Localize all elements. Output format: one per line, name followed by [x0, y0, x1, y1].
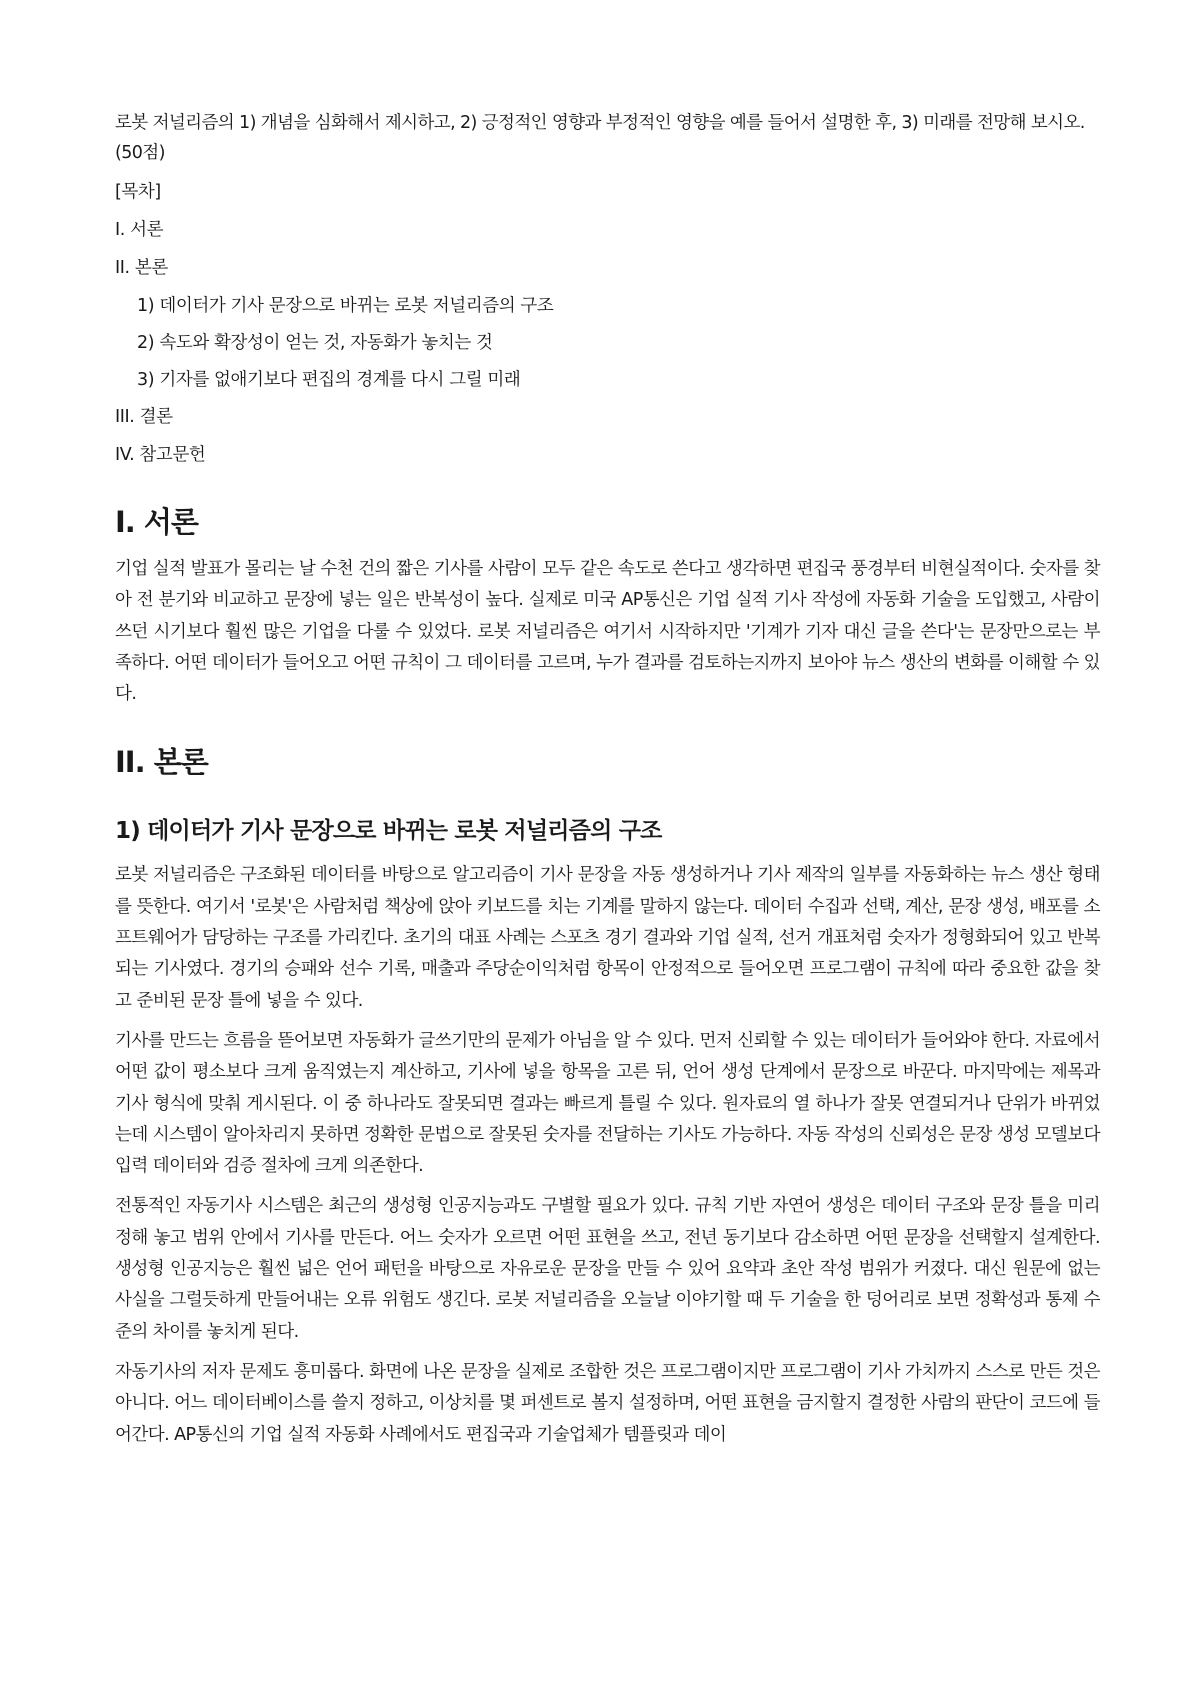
section-1-paragraph-1: 로봇 저널리즘은 구조화된 데이터를 바탕으로 알고리즘이 기사 문장을 자동 생성하거나 기사 제작의 일부를 자동화하는 뉴스 생산 형태를 뜻한다. 여기서 '로봇'은 사람처럼 책상에 앉아 키보드를 치는 기계를 말하지 않는다. 데이터 수집과 선택, 계산, 문장 생성, 배포를 소프트웨어가 담당하는 구조를 가리킨다. 초기의 대표 사례는 스포츠 경기 결과와 기업 실적, 선거 개표처럼 숫자가 정형화되어 있고 반복되는 기사였다. 경기의 승패와 선수 기록, 매출과 주당순이익처럼 항목이 안정적으로 들어오면 프로그램이 규칙에 따라 중요한 값을 찾고 준비된 문장 틀에 넣을 수 있다. [115, 865, 1100, 1011]
section-1-paragraph-3: 전통적인 자동기사 시스템은 최근의 생성형 인공지능과도 구별할 필요가 있다. 규칙 기반 자연어 생성은 데이터 구조와 문장 틀을 미리 정해 놓고 범위 안에서 기사를 만든다. 어느 숫자가 오르면 어떤 표현을 쓰고, 전년 동기보다 감소하면 어떤 문장을 선택할지 설계한다. 생성형 인공지능은 훨씬 넓은 언어 패턴을 바탕으로 자유로운 문장을 만들 수 있어 요약과 초안 작성 범위가 커졌다. 대신 원문에 없는 사실을 그럴듯하게 만들어내는 오류 위험도 생긴다. 로봇 저널리즘을 오늘날 이야기할 때 두 기술을 한 덩어리로 보면 정확성과 통제 수준의 차이를 놓치게 된다. [115, 1196, 1100, 1342]
section-1-paragraph-4: 자동기사의 저자 문제도 흥미롭다. 화면에 나온 문장을 실제로 조합한 것은 프로그램이지만 프로그램이 기사 가치까지 스스로 만든 것은 아니다. 어느 데이터베이스를 쓸지 정하고, 이상치를 몇 퍼센트로 볼지 설정하며, 어떤 표현을 금지할지 결정한 사람의 판단이 코드에 들어간다. AP통신의 기업 실적 자동화 사례에서도 편집국과 기술업체가 템플릿과 데이 [115, 1361, 1100, 1445]
section-1-paragraph-2: 기사를 만드는 흐름을 뜯어보면 자동화가 글쓰기만의 문제가 아님을 알 수 있다. 먼저 신뢰할 수 있는 데이터가 들어와야 한다. 자료에서 어떤 값이 평소보다 크게 움직였는지 계산하고, 기사에 넣을 항목을 고른 뒤, 언어 생성 단계에서 문장으로 바꾼다. 마지막에는 제목과 기사 형식에 맞춰 게시된다. 이 중 하나라도 잘못되면 결과는 빠르게 틀릴 수 있다. 원자료의 열 하나가 잘못 연결되거나 단위가 바뀌었는데 시스템이 알아차리지 못하면 정확한 문법으로 잘못된 숫자를 전달하는 기사도 가능하다. 자동 작성의 신뢰성은 문장 생성 모델보다 입력 데이터와 검증 절차에 크게 의존한다. [115, 1030, 1100, 1177]
table-of-contents [115, 177, 1100, 470]
toc-item-body-3: 3) 기자를 없애기보다 편집의 경계를 다시 그릴 미래 [137, 370, 521, 390]
toc-item-conclusion: III. 결론 [115, 407, 173, 427]
body-heading: II. 본론 [115, 745, 208, 780]
section-1-heading: 1) 데이터가 기사 문장으로 바뀌는 로봇 저널리즘의 구조 [115, 818, 662, 845]
assignment-prompt: 로봇 저널리즘의 1) 개념을 심화해서 제시하고, 2) 긍정적인 영향과 부정적인 영향을 예를 들어서 설명한 후, 3) 미래를 전망해 보시오. (50점) [115, 113, 1085, 163]
toc-item-references: IV. 참고문헌 [115, 445, 206, 465]
toc-item-intro: I. 서론 [115, 220, 164, 240]
intro-heading: I. 서론 [115, 505, 198, 539]
toc-item-body-2: 2) 속도와 확장성이 얻는 것, 자동화가 놓치는 것 [137, 333, 493, 353]
toc-item-body-1: 1) 데이터가 기사 문장으로 바뀌는 로봇 저널리즘의 구조 [137, 296, 554, 316]
document-page [115, 108, 1100, 1460]
toc-heading: [목차] [115, 182, 161, 202]
toc-item-body: II. 본론 [115, 258, 168, 278]
intro-paragraph: 기업 실적 발표가 몰리는 날 수천 건의 짧은 기사를 사람이 모두 같은 속도로 쓴다고 생각하면 편집국 풍경부터 비현실적이다. 숫자를 찾아 전 분기와 비교하고 문장에 넣는 일은 반복성이 높다. 실제로 미국 AP통신은 기업 실적 기사 작성에 자동화 기술을 도입했고, 사람이 쓰던 시기보다 훨씬 많은 기업을 다룰 수 있었다. 로봇 저널리즘은 여기서 시작하지만 '기계가 기자 대신 글을 쓴다'는 문장만으로는 부족하다. 어떤 데이터가 들어오고 어떤 규칙이 그 데이터를 고르며, 누가 결과를 검토하는지까지 보아야 뉴스 생산의 변화를 이해할 수 있다. [115, 559, 1100, 705]
